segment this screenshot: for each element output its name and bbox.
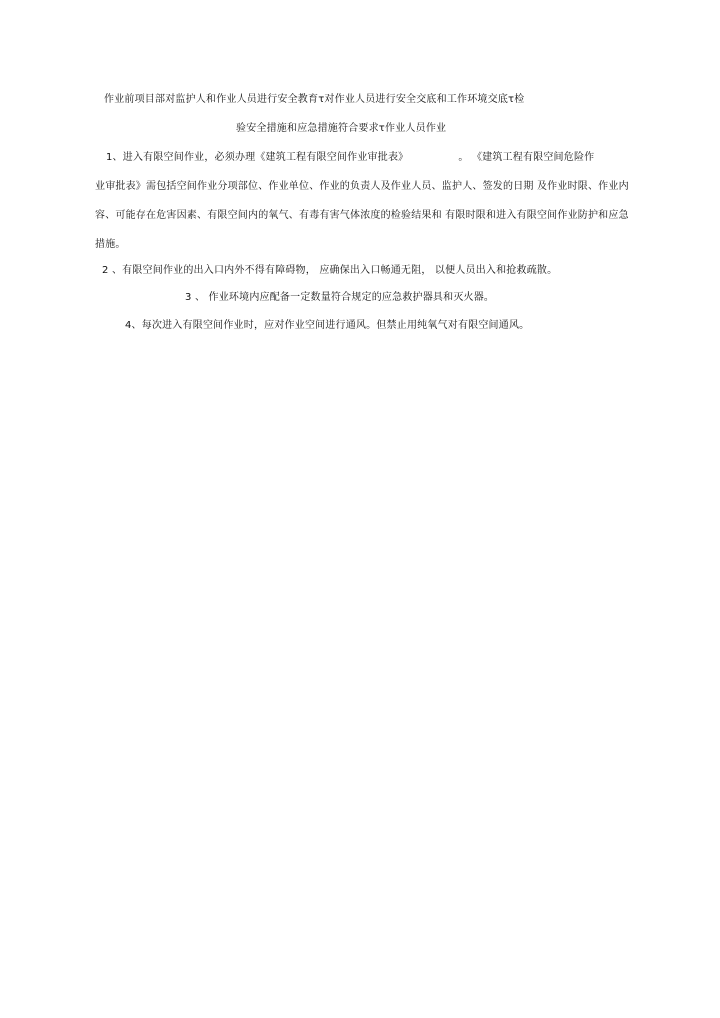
item-1-line-1 <box>106 152 594 164</box>
paragraph-line-1: 作业前项目部对监护人和作业人员进行安全教育τ对作业人员进行安全交底和工作环境交底τ检 <box>104 94 525 105</box>
item-1-text: 1、进入有限空间作业，必须办理《建筑工程有限空间作业审批表》 <box>106 152 409 163</box>
item-1-text-continued: 。 《建筑工程有限空间危险作 <box>458 152 595 163</box>
paragraph-line-2: 验安全措施和应急措施符合要求τ作业人员作业 <box>236 123 447 134</box>
item-4-line: 4、每次进入有限空间作业时，应对作业空间进行通风。但禁止用纯氧气对有限空间通风。 <box>125 320 530 331</box>
item-1-line-4: 措施。 <box>95 239 126 250</box>
item-3-line: 3 、 作业环境内应配备一定数量符合规定的应急救护器具和灭火器。 <box>185 292 495 303</box>
item-1-line-3: 容、可能存在危害因素、有限空间内的氧气、有毒有害气体浓度的检验结果和 有限时限和进入有限空间作业防护和应急 <box>95 210 629 221</box>
item-1-line-2: 业审批表》需包括空间作业分项部位、作业单位、作业的负责人及作业人员、监护人、签发的日期 及作业时限、作业内 <box>95 181 629 192</box>
item-2-line: 2 、有限空间作业的出入口内外不得有障碍物， 应确保出入口畅通无阻， 以便人员出入和抢救疏散。 <box>102 265 558 276</box>
